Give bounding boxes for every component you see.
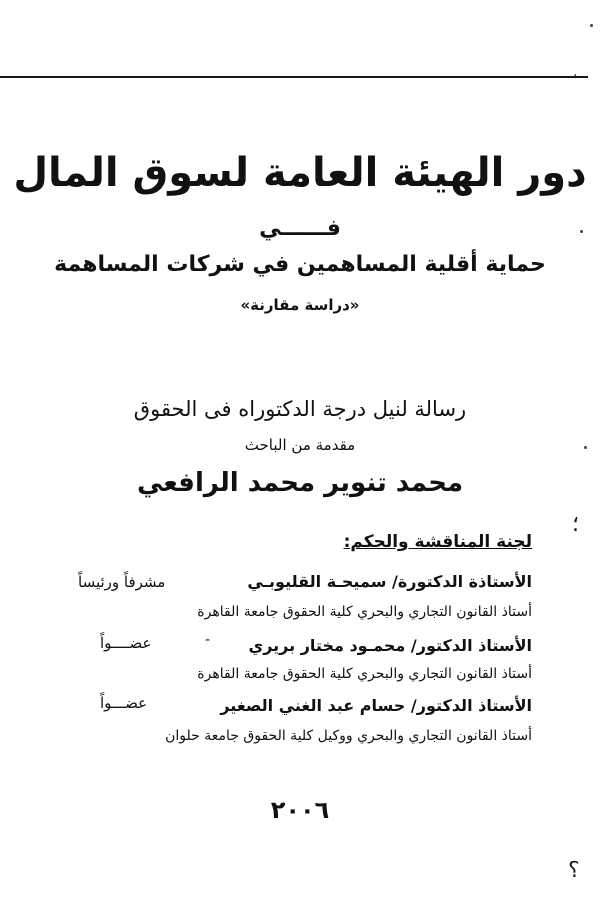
study-type: «دراسة مقارنة» xyxy=(240,296,360,314)
year: ٢٠٠٦ xyxy=(270,796,330,824)
committee-member-1-affiliation: أستاذ القانون التجاري والبحري كلية الحقوق جامعة القاهرة xyxy=(197,604,532,620)
committee-member-1-name: الأستاذة الدكتورة/ سميحـة القليوبـي xyxy=(247,572,532,591)
submitted-by: مقدمة من الباحث xyxy=(244,436,356,454)
margin-mark: ؛ xyxy=(572,512,579,537)
degree-line: رسالة لنيل درجة الدكتوراه فى الحقوق xyxy=(133,397,467,421)
committee-member-1-role: مشرفاً ورئيساً xyxy=(78,573,166,591)
committee-member-3-affiliation: أستاذ القانون التجاري والبحري ووكيل كلية الحقوق جامعة حلوان xyxy=(165,728,532,744)
rule-end-mark: . xyxy=(573,64,578,80)
committee-member-2-role: عضــــواً xyxy=(100,634,152,652)
scan-speck xyxy=(584,446,587,449)
committee-member-2-affiliation: أستاذ القانون التجاري والبحري كلية الحقوق جامعة القاهرة xyxy=(197,666,532,682)
dash-mark: - xyxy=(205,632,211,648)
scan-speck xyxy=(580,230,583,233)
title-connector: فــــــي xyxy=(259,216,341,241)
committee-member-3-role: عضـــواً xyxy=(100,694,148,712)
corner-handwritten-mark: ؟ xyxy=(568,858,580,883)
top-rule xyxy=(0,76,588,78)
scan-speck xyxy=(590,24,593,27)
committee-member-3-name: الأستاذ الدكتور/ حسام عبد الغني الصغير xyxy=(220,696,532,715)
committee-member-2-name: الأستاذ الدكتور/ محمـود مختار بريري xyxy=(248,636,532,655)
thesis-subtitle: حماية أقلية المساهمين في شركات المساهمة xyxy=(54,252,546,277)
committee-heading: لجنة المناقشة والحكم: xyxy=(343,532,532,552)
author-name: محمد تنوير محمد الرافعي xyxy=(136,468,464,498)
thesis-title: دور الهيئة العامة لسوق المال xyxy=(13,150,587,196)
